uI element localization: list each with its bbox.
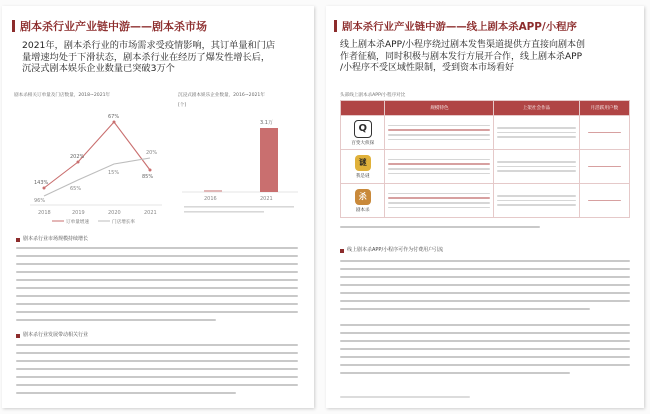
- mau-cell: [579, 184, 629, 218]
- chart2-title: 沉浸式剧本娱乐企业数量，2016~2021年: [178, 93, 265, 98]
- app-name: 百变大侦探: [351, 140, 375, 146]
- works-cell: [494, 150, 579, 184]
- data-label: 20%: [146, 150, 158, 156]
- feature-cell: [385, 116, 494, 150]
- text-line: [340, 324, 630, 326]
- section-bullet: [16, 238, 20, 242]
- text-line: [340, 260, 630, 262]
- text-line: [340, 372, 570, 374]
- app-logo-icon: 杀: [355, 189, 371, 205]
- app-comparison-table: [340, 100, 630, 218]
- left-intro: [22, 40, 312, 75]
- right-intro-line: 作者征稿，同时积极与剧本发行方展开合作，线上剧本杀APP: [340, 51, 583, 62]
- text-line: [16, 360, 298, 362]
- chart-note-line: [184, 211, 264, 213]
- title-accent-bar: [12, 20, 15, 32]
- text-line: [340, 348, 630, 350]
- store-growth-line: [44, 158, 150, 196]
- text-line: [340, 292, 630, 294]
- legend-label: 门店增长率: [112, 220, 135, 225]
- text-line: [16, 376, 298, 378]
- data-label: 15%: [108, 170, 120, 176]
- table-note-line: [340, 226, 540, 228]
- table-row: [341, 150, 630, 184]
- table-row: [341, 184, 630, 218]
- table-header: [341, 101, 385, 116]
- data-label: 85%: [142, 174, 154, 180]
- text-line: [16, 319, 216, 321]
- text-line: [340, 284, 630, 286]
- text-line: [16, 384, 298, 386]
- data-label: 65%: [70, 186, 82, 192]
- text-line: [16, 344, 298, 346]
- text-line: [340, 268, 630, 270]
- right-title-row: [334, 18, 577, 33]
- data-label: 96%: [34, 198, 46, 204]
- text-line: [16, 368, 298, 370]
- text-line: [16, 295, 298, 297]
- left-page: [2, 6, 314, 408]
- data-label: 202%: [70, 154, 85, 160]
- text-line: [340, 300, 630, 302]
- text-line: [340, 332, 630, 334]
- app-cell: [341, 116, 385, 150]
- text-line: [16, 247, 298, 249]
- feature-cell: [385, 184, 494, 218]
- app-name: 剧本杀: [355, 207, 370, 213]
- right-intro: [340, 40, 640, 75]
- legend-label: 订单量增速: [66, 220, 89, 225]
- left-intro-line: 2021年，剧本杀行业的市场需求受疫情影响，其订单量和门店: [22, 40, 276, 51]
- right-intro-line: /小程序不受区域性限制，受到资本市场看好: [340, 63, 515, 74]
- x-tick: 2019: [72, 210, 85, 216]
- left-page-title: 剧本杀行业产业链中游——剧本杀市场: [20, 20, 207, 33]
- text-line: [16, 392, 236, 394]
- section-heading: 线上剧本杀APP/小程序可作为付费用户引流: [347, 247, 444, 253]
- data-point: [77, 161, 80, 164]
- order-growth-line: [44, 122, 150, 188]
- mau-cell: [579, 116, 629, 150]
- title-accent-bar: [334, 20, 337, 32]
- section-bullet: [340, 249, 344, 253]
- x-tick: 2016: [204, 196, 217, 202]
- text-line: [340, 340, 630, 342]
- table-header: 上架社会作品: [494, 101, 579, 116]
- chart-note-line: [184, 206, 294, 208]
- feature-cell: [385, 150, 494, 184]
- chart1-title: 剧本杀相关订单量及门店数量，2018~2021年: [14, 93, 111, 98]
- table-header-row: [341, 101, 630, 116]
- bar-2016: [204, 190, 222, 192]
- data-point: [43, 187, 46, 190]
- table-caption: 头部线上剧本杀APP/小程序对比: [340, 93, 406, 98]
- x-tick: 2021: [144, 210, 157, 216]
- table-row: [341, 116, 630, 150]
- left-intro-line: 量增速均处于下滑状态，剧本杀行业在经历了爆发性增长后，: [22, 51, 271, 63]
- text-line: [16, 255, 298, 257]
- section-heading: 剧本杀行业市场规模持续增长: [23, 236, 89, 242]
- section-bullet: [16, 334, 20, 338]
- x-tick: 2020: [108, 210, 121, 216]
- source-line: [340, 396, 470, 398]
- text-line: [16, 311, 298, 313]
- works-cell: [494, 184, 579, 218]
- works-cell: [494, 116, 579, 150]
- bar-chart: [178, 110, 306, 222]
- text-line: [340, 308, 590, 310]
- text-line: [16, 287, 298, 289]
- right-page: [326, 6, 644, 408]
- text-line: [340, 364, 630, 366]
- section-heading: 剧本杀行业发展带动相关行业: [23, 332, 89, 338]
- right-intro-line: 线上剧本杀APP/小程序绕过剧本发售渠道提供方直接向剧本创: [340, 40, 586, 50]
- data-point: [149, 169, 152, 172]
- x-tick: 2018: [38, 210, 51, 216]
- left-title-row: [12, 18, 207, 34]
- text-line: [340, 276, 630, 278]
- data-label: 67%: [108, 114, 120, 120]
- left-intro-line: 沉浸式剧本娱乐企业数量已突破3万个: [22, 63, 175, 75]
- mau-cell: [579, 150, 629, 184]
- text-line: [16, 271, 298, 273]
- x-tick: 2021: [260, 196, 273, 202]
- text-line: [340, 356, 630, 358]
- right-page-title: 剧本杀行业产业链中游——线上剧本杀APP/小程序: [342, 21, 577, 33]
- text-line: [16, 263, 298, 265]
- chart2-unit: [个]: [178, 103, 187, 108]
- app-logo-icon: 谜: [355, 155, 371, 171]
- app-cell: [341, 184, 385, 218]
- text-line: [16, 352, 298, 354]
- text-line: [16, 303, 298, 305]
- bar-2021: [260, 128, 278, 192]
- app-name: 我是谜: [355, 173, 370, 179]
- data-point: [113, 121, 116, 124]
- table-header: 规模特色: [385, 101, 494, 116]
- table-header: 月活跃用户数: [579, 101, 629, 116]
- data-label: 143%: [34, 180, 49, 186]
- bar-value-label: 3.1万: [260, 120, 273, 126]
- text-line: [16, 279, 298, 281]
- app-logo-icon: Q: [354, 120, 372, 138]
- line-chart: [12, 100, 172, 225]
- app-cell: [341, 150, 385, 184]
